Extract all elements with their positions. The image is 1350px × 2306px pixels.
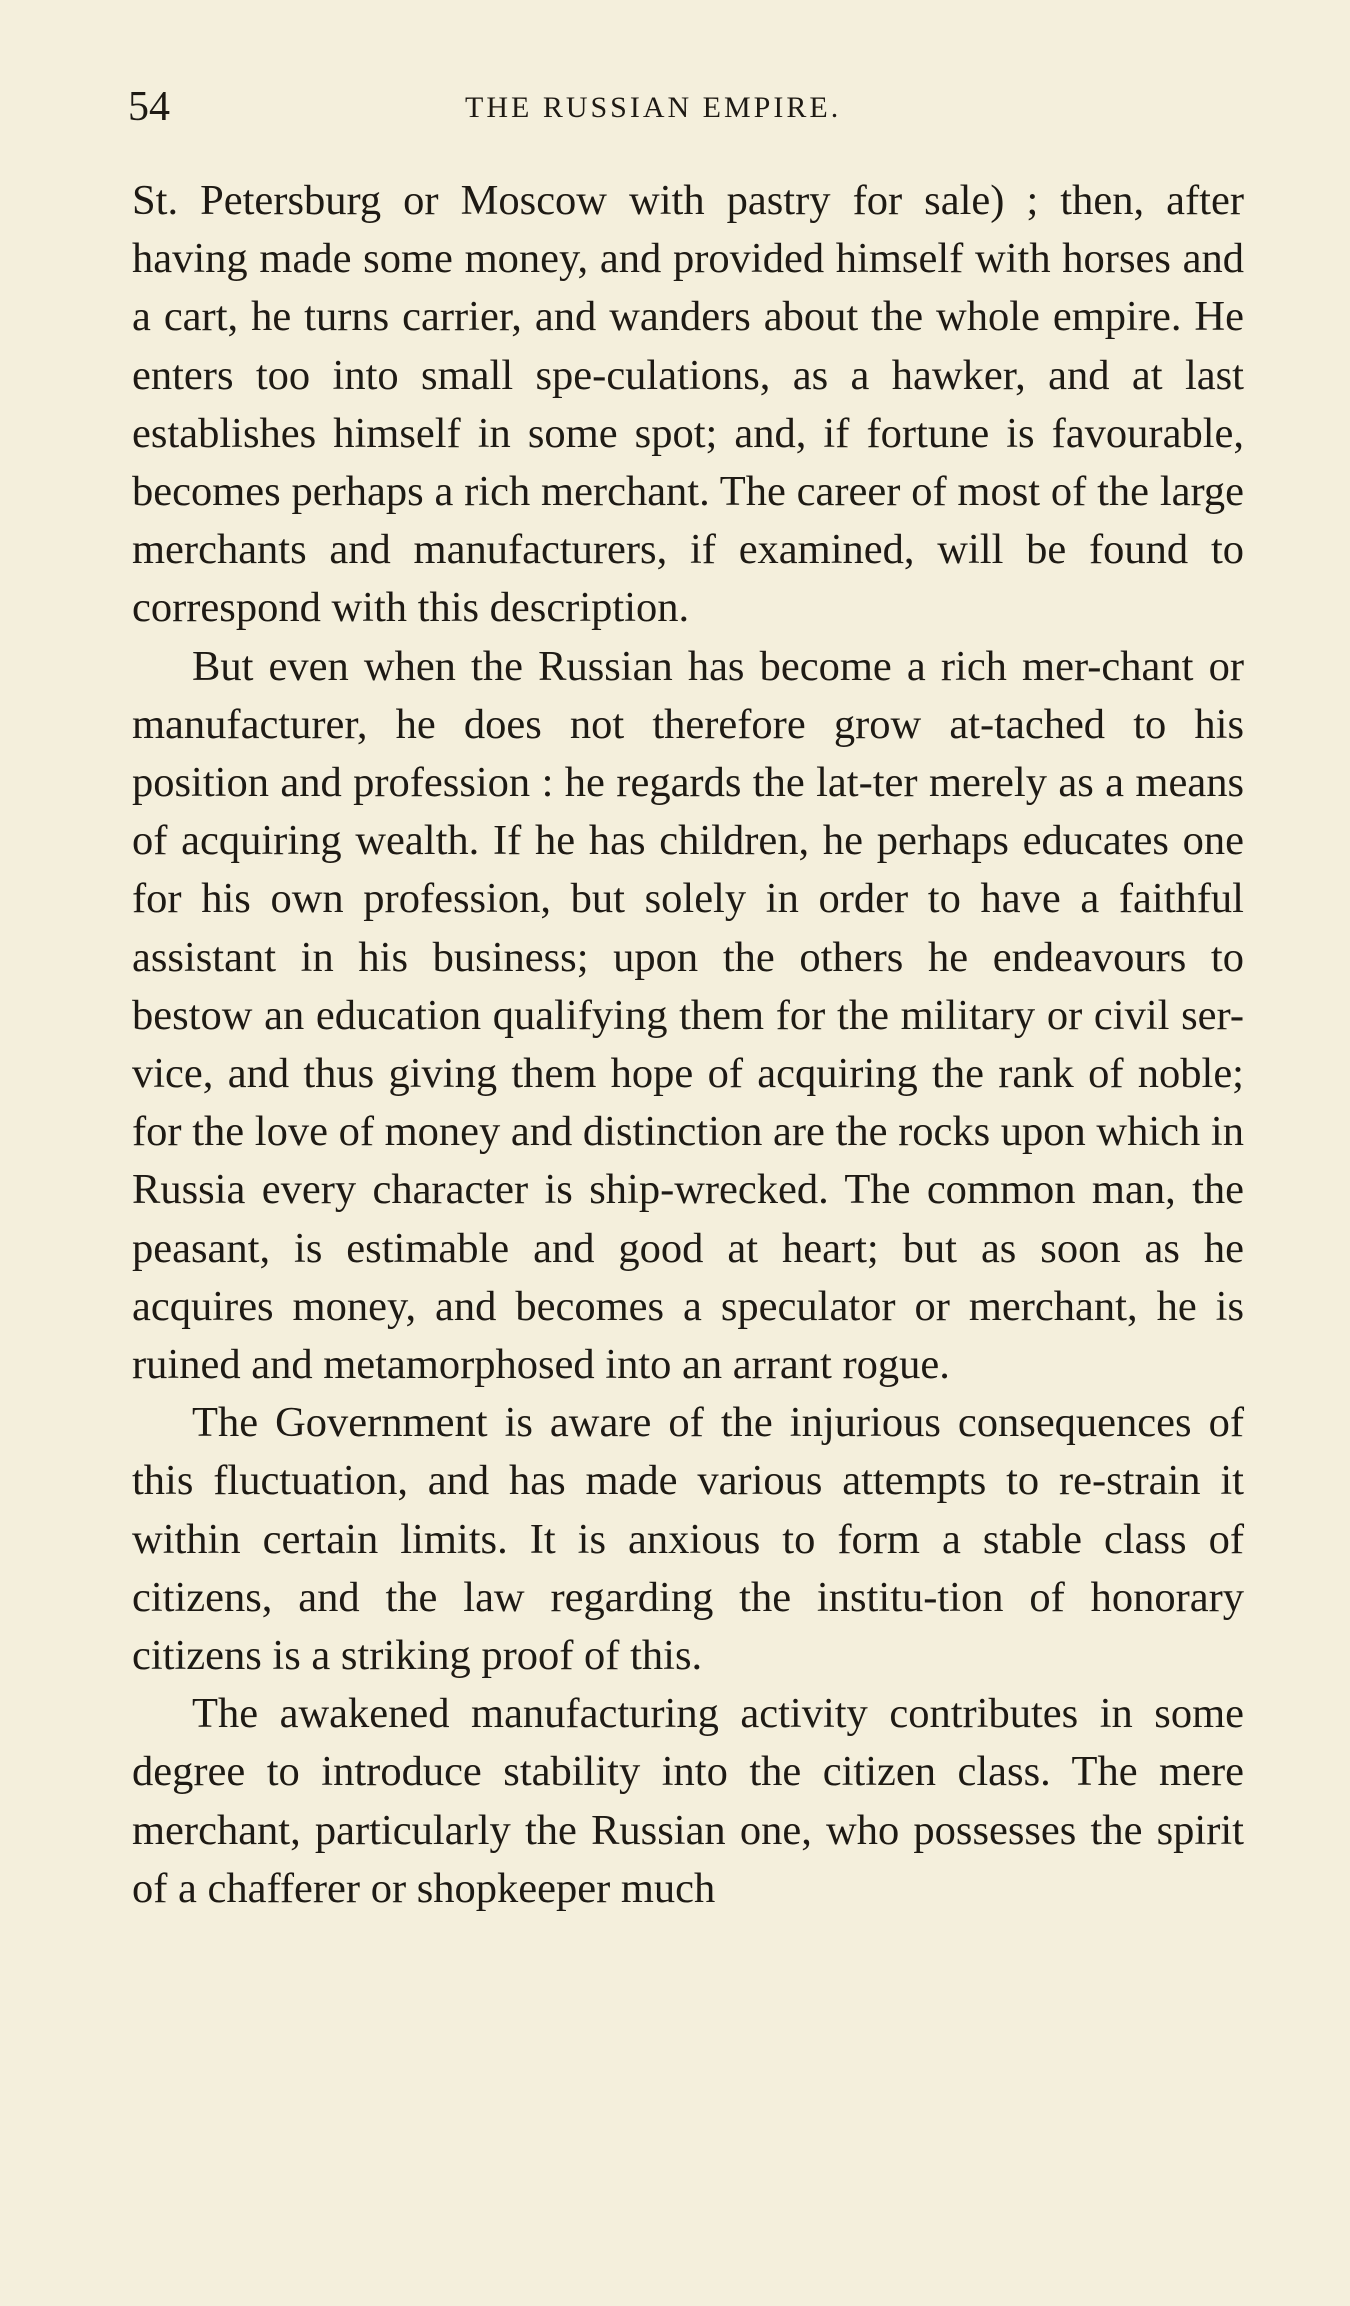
page-number: 54 xyxy=(128,84,170,130)
running-head: THE RUSSIAN EMPIRE. xyxy=(465,91,842,124)
paragraph: St. Petersburg or Moscow with pastry for sale) ; then, after having made some money, and provided himself with horses and a cart, he turns carrier, and wanders about the whole empire. He enters too into small spe-culations, as a hawker, and at last establishes himself in some spot; and, if fortune is favourable, becomes perhaps a rich merchant. The career of most of the large merchants and manufacturers, if examined, will be found to correspond with this description. xyxy=(132,177,1244,632)
paragraph: But even when the Russian has become a rich mer-chant or manufacturer, he does not therefore grow at-tached to his position and profession : he regards the lat-ter merely as a means of acquiring wealth. If he has children, he perhaps educates one for his own profession, but solely in order to have a faithful assistant in his business; upon the others he endeavours to bestow an education qualifying them for the military or civil ser-vice, and thus giving them hope of acquiring the rank of noble; for the love of money and distinction are the rocks upon which in Russia every character is ship-wrecked. The common man, the peasant, is estimable and good at heart; but as soon as he acquires money, and becomes a speculator or merchant, he is ruined and metamorphosed into an arrant rogue. xyxy=(132,642,1244,1389)
body-text xyxy=(132,172,1244,1918)
paragraph: The Government is aware of the injurious consequences of this fluctuation, and has made various attempts to re-strain it within certain limits. It is anxious to form a stable class of citizens, and the law regarding the institu-tion of honorary citizens is a striking proof of this. xyxy=(132,1399,1244,1680)
page-header xyxy=(128,82,1218,132)
paragraph: The awakened manufacturing activity contributes in some degree to introduce stability into the citizen class. The mere merchant, particularly the Russian one, who possesses the spirit of a chafferer or shopkeeper much xyxy=(132,1690,1244,1912)
